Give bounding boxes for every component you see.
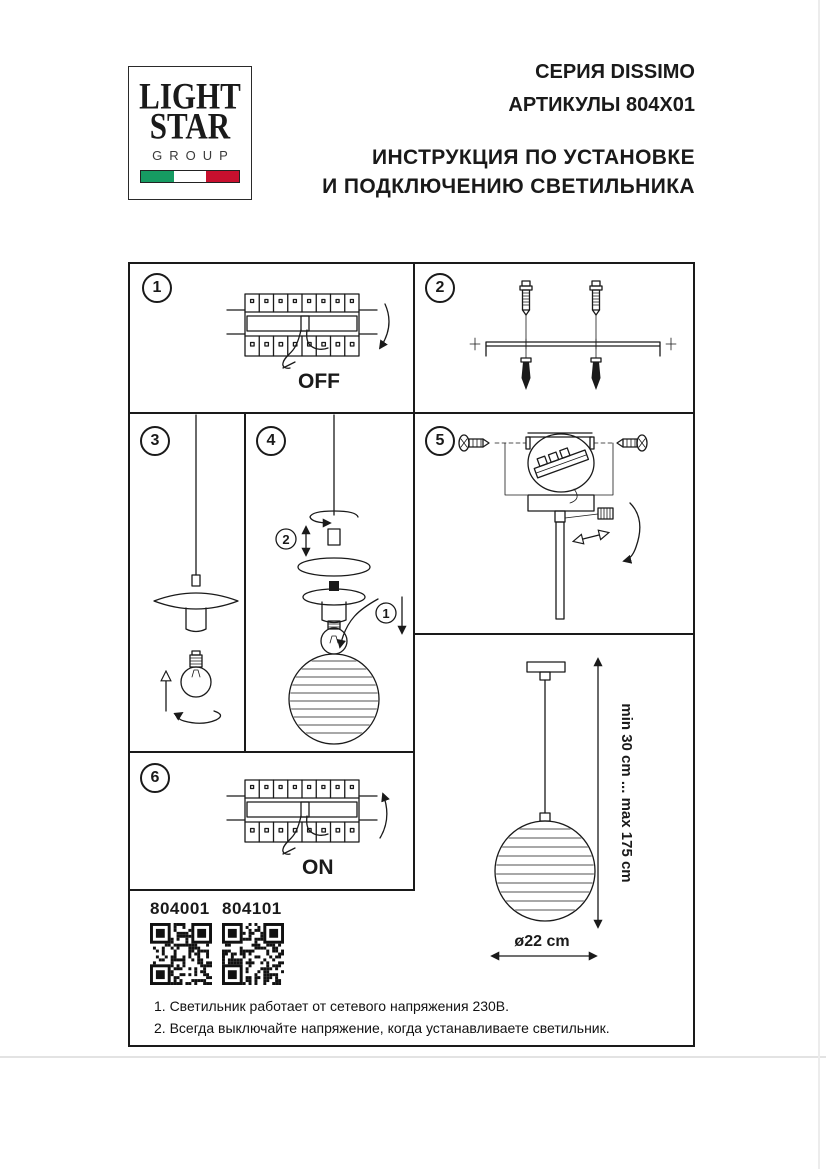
wall-anchor-left: [521, 358, 531, 390]
terminal-block: [532, 442, 589, 477]
off-label: OFF: [298, 370, 340, 393]
pendant-bulb-illustration: [146, 415, 246, 749]
qr-code: [222, 923, 284, 985]
document-header: [322, 56, 695, 201]
articles-title: АРТИКУЛЫ 804X01: [508, 94, 695, 116]
breaker-off-illustration: [202, 284, 402, 406]
article-code: 804001: [150, 899, 210, 918]
ceiling-canopy: [528, 495, 594, 511]
suspension-tube: [556, 522, 564, 619]
slide-arrow: [575, 533, 607, 541]
instruction-title-line2: И ПОДКЛЮЧЕНИЮ СВЕТИЛЬНИКА: [322, 175, 695, 198]
callout-2-badge: [276, 529, 296, 549]
step-1-badge: 1: [142, 273, 172, 303]
flag-white-stripe: [174, 171, 207, 182]
step-5-badge: 5: [425, 426, 455, 456]
italian-flag-icon: [140, 170, 240, 183]
screw-right: [590, 281, 602, 315]
grub-screw-leader: [565, 514, 598, 518]
ceiling-plate: [527, 662, 565, 672]
alignment-lines: [505, 443, 613, 495]
flag-red-stripe: [206, 171, 239, 182]
detail-bubble: [528, 434, 594, 503]
cord-lock: [328, 529, 340, 545]
series-title: СЕРИЯ DISSIMO: [535, 61, 695, 83]
upper-disc: [298, 558, 370, 576]
breaker-on-illustration: [202, 770, 402, 890]
mounting-bracket: [470, 338, 676, 356]
lamp-socket: [186, 608, 206, 632]
scan-edge-shadow: [818, 0, 820, 1169]
height-dimension-label: min 30 cm ... max 175 cm: [618, 703, 635, 883]
ribbed-globe-shade: [282, 654, 386, 744]
logo-text-light: LIGHT: [139, 75, 241, 117]
ceiling-bracket: [526, 433, 594, 449]
dimension-drawing: [418, 645, 698, 985]
step-2-badge: 2: [425, 273, 455, 303]
lightstar-logo: [128, 66, 252, 200]
shade-disc: [154, 593, 238, 609]
grub-screw: [598, 508, 613, 519]
on-label: ON: [302, 856, 334, 879]
note-line: 2. Всегда выключайте напряжение, когда устанавливаете светильник.: [154, 1020, 610, 1036]
screw-left: [459, 435, 489, 451]
scan-shadow-line: [0, 1056, 826, 1058]
grid-line-panel5-bottom: [413, 633, 695, 635]
wall-anchor-right: [591, 358, 601, 390]
diameter-dimension-label: ø22 cm: [514, 933, 570, 950]
svg-text:2: 2: [282, 532, 290, 547]
grid-line-row1-bottom: [128, 412, 695, 414]
mounting-kit-illustration: [468, 278, 678, 408]
grid-line-center-vertical: [413, 262, 415, 891]
installation-notes: [154, 995, 610, 1039]
canopy-mount-illustration: [424, 419, 694, 633]
instruction-title-line1: ИНСТРУКЦИЯ ПО УСТАНОВКЕ: [371, 146, 695, 169]
svg-text:1: 1: [382, 606, 390, 621]
step-4-badge: 4: [256, 426, 286, 456]
step-6-badge: 6: [140, 763, 170, 793]
callout-1-badge: [376, 603, 396, 623]
rotate-arrow: [624, 503, 640, 561]
flag-green-stripe: [141, 171, 174, 182]
rotate-arrow: [178, 711, 220, 723]
screw-left: [520, 281, 532, 315]
logo-text-star: STAR: [149, 105, 231, 147]
article-code: 804101: [222, 899, 282, 918]
screw-right: [617, 435, 647, 451]
assembly-illustration: [252, 415, 412, 751]
logo-text-group: GROUP: [152, 148, 235, 163]
instruction-title: [322, 143, 695, 201]
light-bulb: [181, 651, 211, 697]
stem-coupler: [555, 511, 565, 522]
qr-code: [150, 923, 212, 985]
step-3-badge: 3: [140, 426, 170, 456]
ribbed-globe-shade: [488, 821, 602, 921]
lower-disc: [303, 589, 365, 605]
note-line: 1. Светильник работает от сетевого напряжения 230В.: [154, 998, 510, 1014]
grid-line-panel34-bottom: [128, 751, 415, 753]
